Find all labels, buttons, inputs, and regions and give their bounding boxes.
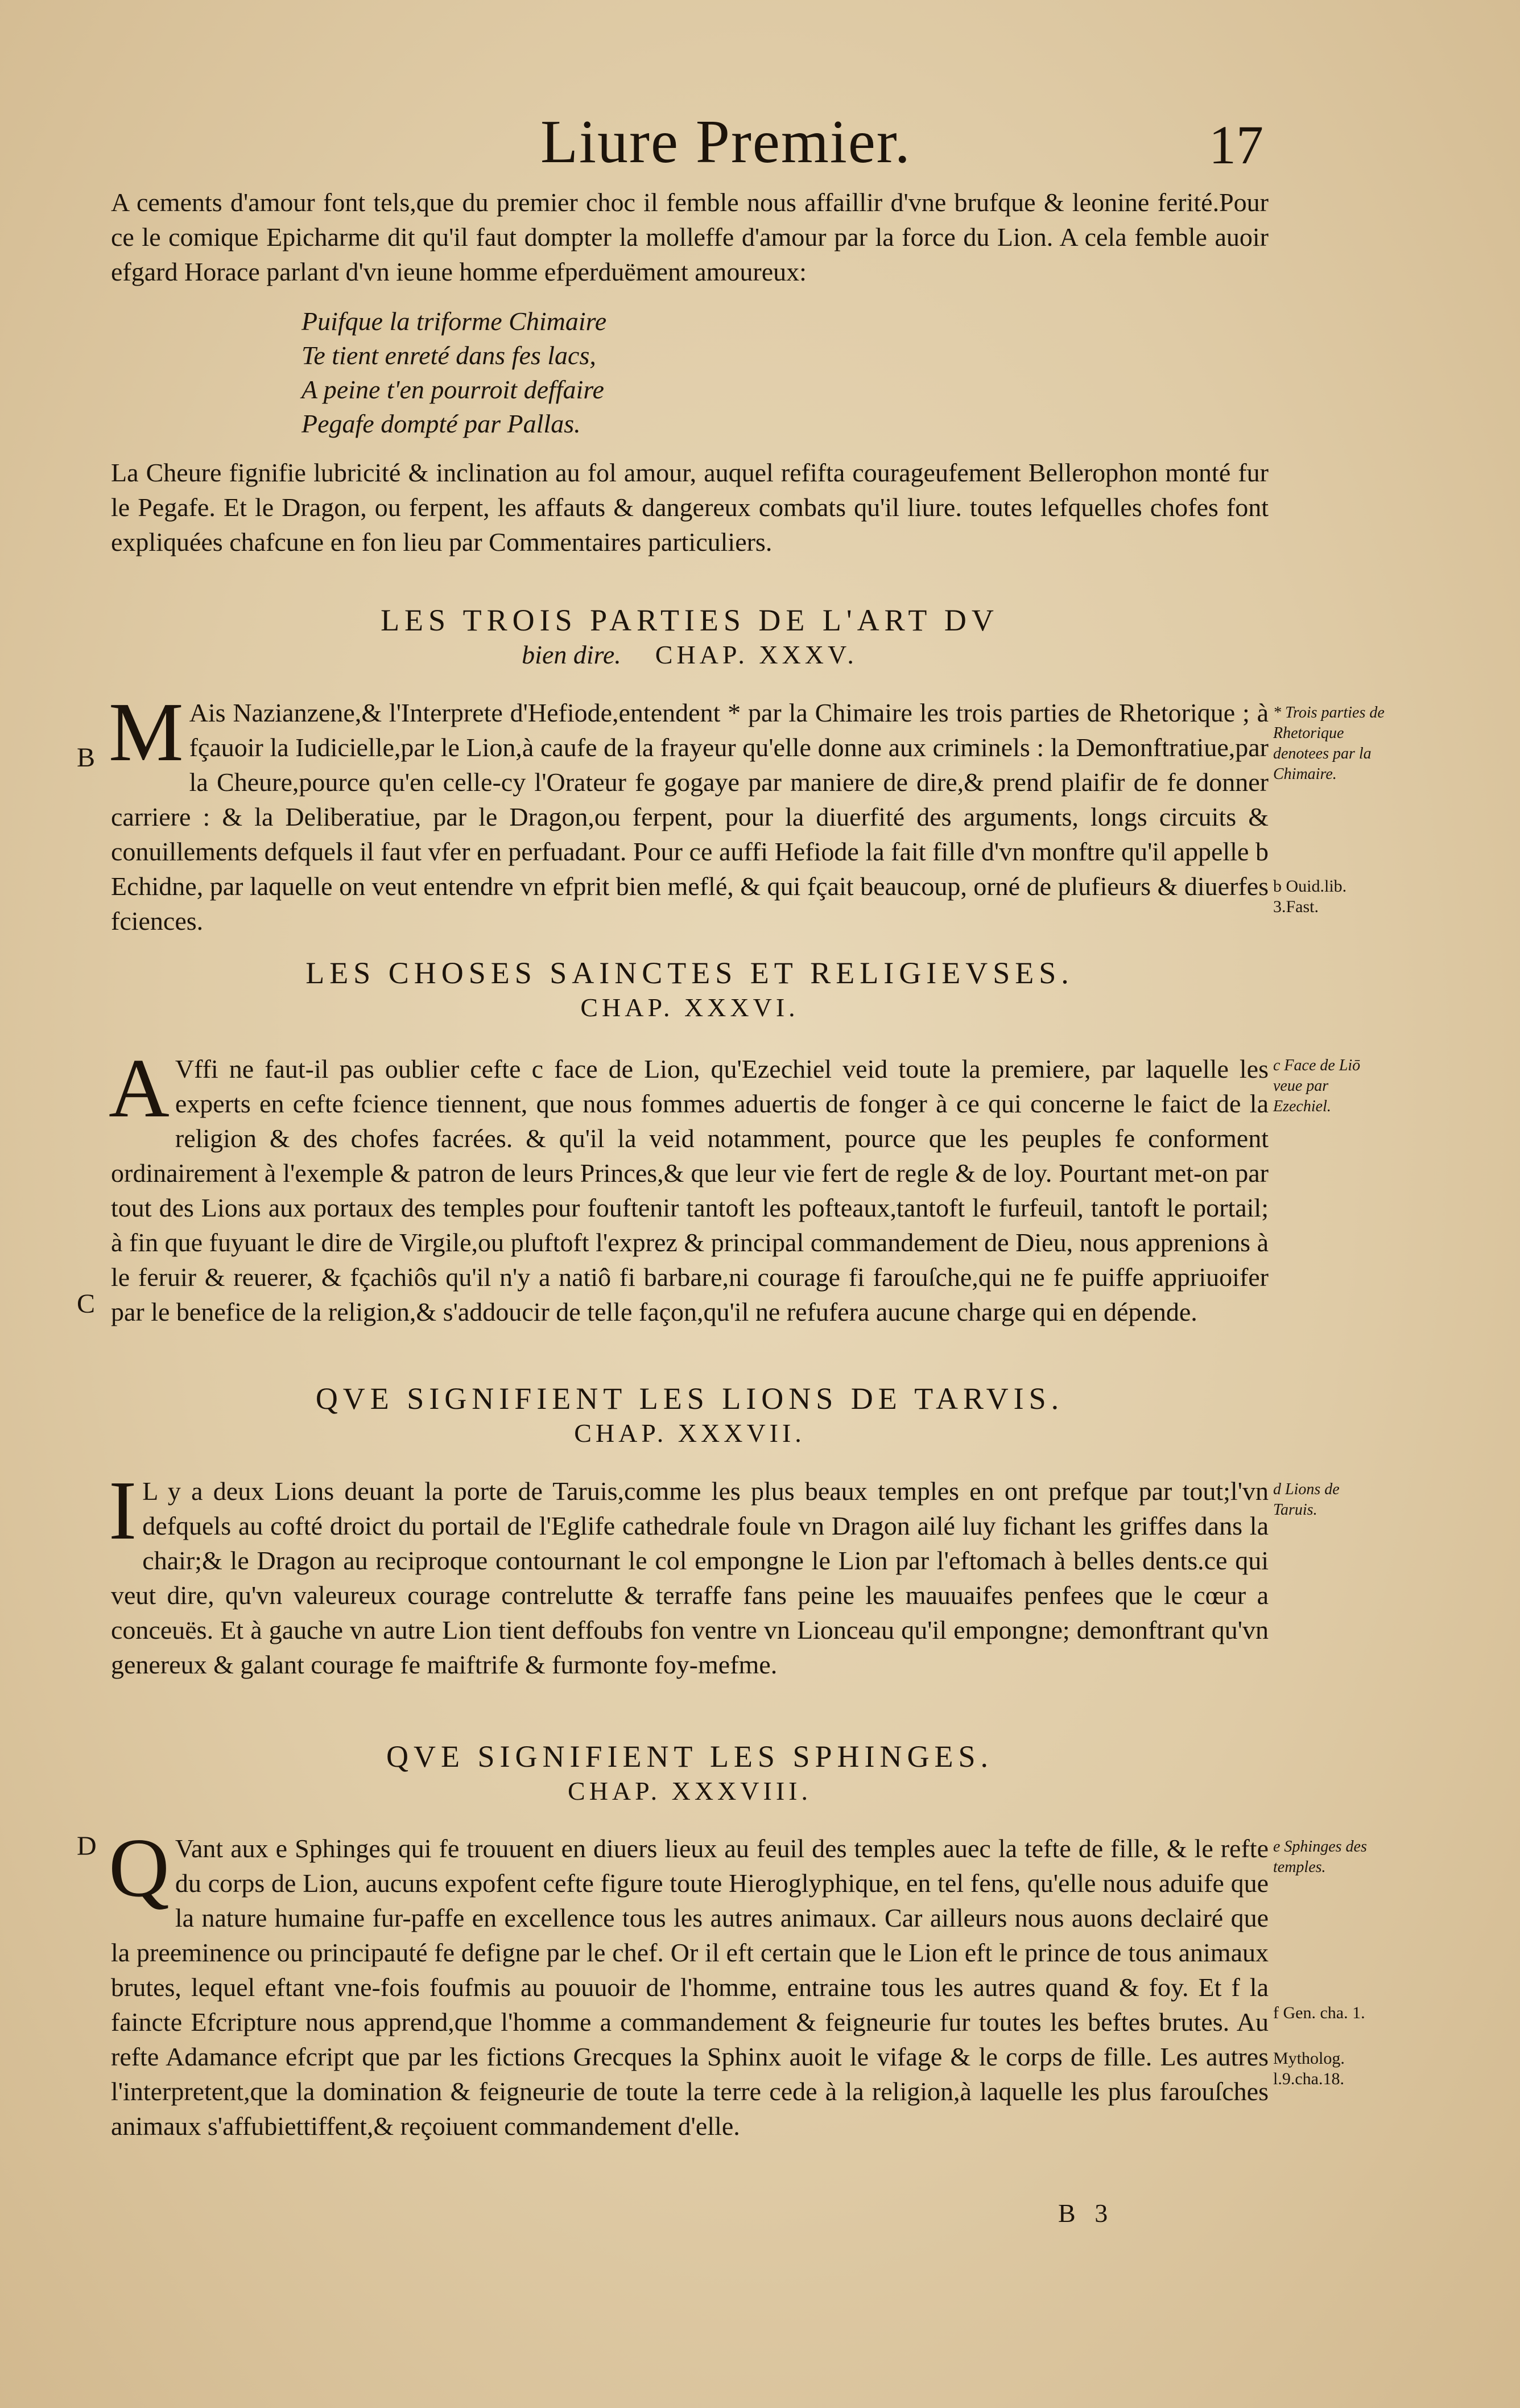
chapter-body (109, 1464, 1269, 1682)
running-title: Liure Premier. (540, 108, 911, 176)
chapter-number: CHAP. XXXVIII. (568, 1776, 812, 1805)
verse-line: Te tient enreté dans fes lacs, (301, 341, 596, 370)
verse-line: Pegafe dompté par Pallas. (301, 409, 581, 438)
horace-verse (301, 304, 813, 441)
signature-letter: B (1058, 2199, 1076, 2228)
section-letter-mark: B (77, 743, 96, 773)
chapter-title: LES TROIS PARTIES DE L'ART DV (381, 603, 999, 637)
after-verse-text: La Cheure fignifie lubricité & inclination au fol amour, auquel refifta courageufement Bellerophon monté fur le Pegafe. Et le Dragon, ou ferpent, les affauts & dangereux combats qu'il liure. toutes lefquelles chofes font expliquées chafcune en fon lieu par Commentaires particuliers. (111, 458, 1269, 556)
chapter-body-text: Ais Nazianzene,& l'Interprete d'Hefiode,entendent * par la Chimaire les trois parties de Rhetorique ; à fçauoir la Iudicielle,par le Lion,à caufe de la frayeur qu'elle donne aux criminels : la Demonftratiue,par la Cheure,pource qu'en celle-cy l'Orateur fe gogaye par maniere de dire,& prend plaifir de fe donner carriere : & la Deliberatiue, par le Dragon,ou ferpent, pour la diuerfité des arguments, longs circuits & conuillements defquels il faut vfer en perfuadant. Pour ce auffi Hefiode la fait fille d'vn monftre qu'il appelle b Echidne, par laquelle on veut entendre vn efprit bien meflé, & qui fçait beaucoup, orné de plufieurs & diuerfes fciences. (111, 698, 1269, 935)
chapter-heading (111, 602, 1269, 671)
intro-text: A cements d'amour font tels,que du premier choc il femble nous affaillir d'vne brufque & leonine ferité.Pour ce le comique Epicharme dit qu'il faut dompter la molleffe d'amour par la force du Lion. A cela femble auoir efgard Horace parlant d'vn ieune homme efperduëment amoureux: (111, 188, 1269, 286)
margin-note: e Sphinges des temples. (1273, 1838, 1367, 1876)
chapter-number: CHAP. XXXVII. (574, 1419, 806, 1448)
chapter-body (109, 1042, 1269, 1329)
margin-note: c Face de Liō veue par Ezechiel. (1273, 1057, 1361, 1115)
margin-note: f Gen. cha. 1. (1273, 2003, 1365, 2022)
page-number: 17 (1209, 114, 1263, 175)
chapter-heading (111, 1738, 1269, 1808)
margin-note: d Lions de Taruis. (1273, 1481, 1340, 1519)
chapter-body-text: L y a deux Lions deuant la porte de Taruis,comme les plus beaux temples en ont prefque par tout;l'vn defquels au cofté droict du portail de l'Eglife cathedrale foule vn Dragon ailé luy fichant les griffes dans la chair;& le Dragon au reciproque contournant le col empongne le Lion par l'eftomach à belles dents.ce qui veut dire, qu'vn valeureux courage contrelutte & terraffe fans peine les mauuaifes penfees que le cœur a conceuës. Et à gauche vn autre Lion tient deffoubs fon ventre vn Lionceau qu'il empongne; demonftrant qu'vn genereux & galant courage fe maiftrife & furmonte foy-mefme. (111, 1477, 1269, 1679)
chapter-title: QVE SIGNIFIENT LES LIONS DE TARVIS. (315, 1382, 1064, 1416)
chapter-title-italic: bien dire. (522, 640, 621, 669)
section-letter-mark: C (77, 1289, 96, 1319)
chapter-heading (111, 1380, 1269, 1450)
drop-capital: M (109, 686, 184, 779)
signature-number: 3 (1094, 2199, 1108, 2228)
chapter-number: CHAP. XXXV. (655, 640, 858, 669)
chapter-number-line (111, 638, 1269, 671)
section-letter-mark: D (77, 1831, 97, 1861)
margin-note: * Trois parties de Rhetorique denotees par la Chimaire. (1273, 704, 1385, 783)
verse-line: Puifque la triforme Chimaire (301, 307, 607, 336)
verse-line: A peine t'en pourroit deffaire (301, 375, 604, 404)
after-verse-paragraph (111, 455, 1269, 559)
margin-note: b Ouid.lib. 3.Fast. (1273, 877, 1347, 916)
chapter-body-text: Vffi ne faut-il pas oublier cefte c face de Lion, qu'Ezechiel veid toute la premiere, par laquelle les experts en cefte fcience tiennent, que nous fommes aduertis de fonger à ce qui concerne le faict de la religion & des chofes facrées. & qu'il la veid notamment, pource que les peuples fe conforment ordinairement à l'exemple & patron de leurs Princes,& que leur vie fert de regle & de loy. Pourtant met-on par tout des Lions aux portaux des temples pour fouftenir tantoft les pofteaux,tantoft le furfeuil, tantoft le portail; à fin que fuyuant le dire de Virgile,ou pluftoft l'exprez & principal commandement de Dieu, nous apprenions à le feruir & reuerer, & fçachiôs qu'il n'y a natiô fi barbare,ni courage fi farouſche,qui ne fe puiffe appriuoifer par le benefice de la religion,& s'addoucir de telle façon,qu'il ne refufera aucune charge qui en dépende. (111, 1054, 1269, 1326)
printer-signature (1058, 2196, 1108, 2230)
page-header (0, 105, 1520, 185)
intro-paragraph (111, 185, 1269, 289)
drop-capital: A (109, 1042, 170, 1135)
drop-capital: I (109, 1464, 137, 1557)
chapter-title: QVE SIGNIFIENT LES SPHINGES. (386, 1739, 994, 1774)
chapter-heading (111, 955, 1269, 1024)
chapter-title: LES CHOSES SAINCTES ET RELIGIEVSES. (305, 956, 1074, 990)
margin-note: Mytholog. l.9.cha.18. (1273, 2049, 1345, 2088)
chapter-body (109, 1821, 1269, 2143)
chapter-body (109, 686, 1269, 938)
chapter-number: CHAP. XXXVI. (580, 993, 799, 1022)
drop-capital: Q (109, 1821, 170, 1915)
chapter-body-text: Vant aux e Sphinges qui fe trouuent en diuers lieux au feuil des temples auec la tefte de fille, & le refte du corps de Lion, aucuns expofent cefte figure toute Hieroglyphique, en tel fens, qu'elle nous aduife que la nature humaine fur-paffe en excellence tous les autres animaux. Car ailleurs nous auons declairé que la preeminence ou principauté fe defigne par le chef. Or il eft certain que le Lion eft le prince de tous animaux brutes, lequel eftant vne-fois foufmis au pouuoir de l'homme, entraine tous les autres quand & foy. Et f la faincte Efcripture nous apprend,que l'homme a commandement & feigneurie fur toutes les beftes brutes. Au refte Adamance efcript que par les fictions Grecques la Sphinx auoit le vifage & le corps de fille. Les autres l'interpretent,que la domination & feigneurie de toute la terre cede à la religion,à laquelle les plus farouſches animaux s'affubiettiffent,& reçoiuent commandement d'elle. (111, 1834, 1269, 2141)
